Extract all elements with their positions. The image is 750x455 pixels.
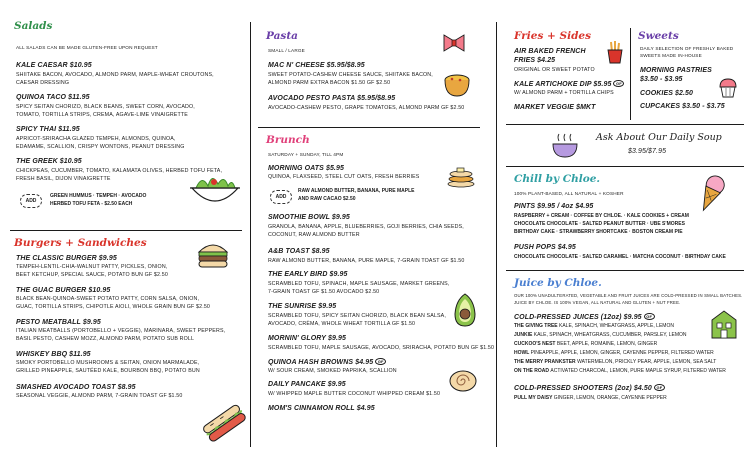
divider <box>506 124 744 125</box>
menu-item-avocado-pesto-pasta: AVOCADO PESTO PASTA $5.95/$8.95 <box>268 95 396 102</box>
item-desc: SEASONAL VEGGIE, ALMOND PARM, 7-GRAIN TOAST GF $1.50 <box>16 393 183 399</box>
menu-item-pesto-meatball: PESTO MEATBALL $9.95 <box>16 319 101 326</box>
menu-item-the-greek: THE GREEK $10.95 <box>16 158 82 165</box>
flavor-list: RASPBERRY + CREAM · COFFEE BY CHLOE. · KALE COOKIES + CREAM <box>514 213 689 219</box>
item-desc: FRESH BASIL, DIJON VINAIGRETTE <box>16 176 111 182</box>
soup-price: $3.95/$7.95 <box>628 148 667 155</box>
item-desc: SHIITAKE BACON, AVOCADO, ALMOND PARM, MAPLE-WHEAT CROUTONS, <box>16 72 214 78</box>
avocado-icon <box>452 292 478 328</box>
brunch-title: Brunch <box>266 134 310 146</box>
sweets-note: SWEETS MADE IN-HOUSE <box>640 53 702 58</box>
item-desc: EDAMAME, SCALLION, CRISPY WONTONS, PEANUT DRESSING <box>16 144 185 150</box>
add-text: RAW ALMOND BUTTER, BANANA, PURE MAPLE <box>298 188 415 194</box>
item-desc: W/ ALMOND PARM + TORTILLA CHIPS <box>514 90 614 96</box>
salad-bowl-icon <box>188 168 242 212</box>
item-desc: SWEET POTATO-CASHEW CHEESE SAUCE, SHIITAKE BACON, <box>268 72 433 78</box>
item-desc: SCRAMBLED TOFU, MAPLE SAUSAGE, AVOCADO, SRIRACHA, POTATO BUN GF $1.50 <box>268 345 495 351</box>
sweets-title: Sweets <box>638 30 679 42</box>
sandwich-icon <box>200 400 250 448</box>
column-divider <box>496 22 497 447</box>
gf-badge: GF <box>644 313 655 320</box>
item-desc: W/ WHIPPED MAPLE BUTTER COCONUT WHIPPED CREAM $1.50 <box>268 391 441 397</box>
item-desc: SCRAMBLED TOFU, SPICY SEITAN CHORIZO, BLACK BEAN SALSA, <box>268 313 446 319</box>
menu-item-morning-oats: MORNING OATS $5.95 <box>268 165 344 172</box>
menu-item-spicy-thai: SPICY THAI $11.95 <box>16 126 80 133</box>
mac-bowl-icon <box>442 70 472 100</box>
juice-note: OUR 100% UNADULTERATED, VEGETABLE AND FRUIT JUICES ARE COLD-PRESSED IN SMALL BATCHES. <box>514 293 743 298</box>
pasta-note: SMALL / LARGE <box>268 48 305 53</box>
gf-badge: GF <box>375 358 386 365</box>
menu-item-cinnamon-roll: MOM'S CINNAMON ROLL $4.95 <box>268 405 375 412</box>
pancakes-icon <box>446 160 476 190</box>
item-desc: TOMATO, TORTILLA STRIPS, CREMA, AGAVE-LIME VINAIGRETTE <box>16 112 188 118</box>
juice-row: HOWL PINEAPPLE, APPLE, LEMON, GINGER, CAYENNE PEPPER, FILTERED WATER <box>514 350 714 356</box>
menu-item-french-fries: AIR BAKED FRENCH <box>514 48 586 55</box>
item-desc: GRILLED PINEAPPLE, SAUTÉED KALE, BOURBON BBQ, POTATO BUN <box>16 368 200 374</box>
menu-item-french-fries-price: FRIES $4.25 <box>514 57 556 64</box>
item-desc: ORIGINAL OR SWEET POTATO <box>514 67 595 73</box>
column-right <box>510 0 744 455</box>
menu-item-ab-toast: A&B TOAST $8.95 <box>268 248 330 255</box>
menu-item-mornin-glory: MORNIN' GLORY $9.95 <box>268 335 346 342</box>
juice-row: ON THE ROAD ACTIVATED CHARCOAL, LEMON, PURE MAPLE SYRUP, FILTERED WATER <box>514 368 726 374</box>
pasta-title: Pasta <box>266 30 298 42</box>
menu-item-early-bird: THE EARLY BIRD $9.95 <box>268 271 348 278</box>
add-text: GREEN HUMMUS · TEMPEH · AVOCADO <box>50 193 147 199</box>
divider <box>506 166 744 167</box>
juice-row: CUCKOO'S NEST BEET, APPLE, ROMAINE, LEMON, GINGER <box>514 341 658 347</box>
add-text: HERBED TOFU FETA - $2.50 EACH <box>50 201 133 207</box>
salads-note: ALL SALADS CAN BE MADE GLUTEN-FREE UPON REQUEST <box>16 45 158 50</box>
menu-item-sunrise: THE SUNRISE $9.95 <box>268 303 337 310</box>
menu-item-morning-pastries: MORNING PASTRIES <box>640 67 712 74</box>
juice-carton-icon <box>708 308 740 340</box>
item-desc: BLACK BEAN-QUINOA-SWEET POTATO PATTY, CORN SALSA, ONION, <box>16 296 200 302</box>
menu-item-kale-caesar: KALE CAESAR $10.95 <box>16 62 92 69</box>
item-desc: CHICKPEAS, CUCUMBER, TOMATO, KALAMATA OLIVES, HERBED TOFU FETA, <box>16 168 223 174</box>
brunch-note: SATURDAY + SUNDAY, TILL 4PM <box>268 152 344 157</box>
gf-badge: GF <box>654 384 665 391</box>
item-desc: QUINOA, FLAXSEED, STEEL CUT OATS, FRESH BERRIES <box>268 174 420 180</box>
menu-item-avocado-toast: SMASHED AVOCADO TOAST $8.95 <box>16 384 136 391</box>
item-desc: AVOCADO-CASHEW PESTO, GRAPE TOMATOES, ALMOND PARM GF $2.50 <box>268 105 465 111</box>
menu-item-guac-burger: THE GUAC BURGER $10.95 <box>16 287 111 294</box>
divider <box>258 127 480 128</box>
add-badge: ADD <box>20 194 42 208</box>
burgers-title: Burgers + Sandwiches <box>14 237 147 249</box>
column-middle <box>262 0 495 455</box>
cold-pressed-shooters-title: COLD-PRESSED SHOOTERS (2oz) $4.50 GF <box>514 384 665 392</box>
add-badge: ADD <box>270 190 292 204</box>
juice-row: JUNKIE KALE, SPINACH, WHEATGRASS, CUCUMBER, PARSLEY, LEMON <box>514 332 687 338</box>
add-text: AND RAW CACAO $2.50 <box>298 196 356 202</box>
gf-badge: GF <box>613 80 624 87</box>
item-desc: SCRAMBLED TOFU, SPINACH, MAPLE SAUSAGE, MARKET GREENS, <box>268 281 450 287</box>
cinnamon-roll-icon <box>448 366 478 394</box>
item-desc: GUAC, TORTILLA STRIPS, CHIPOTLE AIOLI, WHOLE GRAIN BUN GF $2.50 <box>16 304 211 310</box>
menu-item-smoothie-bowl: SMOOTHIE BOWL $9.95 <box>268 214 350 221</box>
menu-item-cupcakes: CUPCAKES $3.50 - $3.75 <box>640 103 725 110</box>
divider <box>10 230 242 231</box>
item-desc: CAESAR DRESSING <box>16 80 70 86</box>
item-desc: SMOKY PORTOBELLO MUSHROOMS & SEITAN, ONION MARMALADE, <box>16 360 200 366</box>
menu-item-morning-pastries-price: $3.50 - $3.95 <box>640 76 683 83</box>
menu-item-daily-pancake: DAILY PANCAKE $9.95 <box>268 381 346 388</box>
menu-item-cookies: COOKIES $2.50 <box>640 90 694 97</box>
item-desc: SPICY SEITAN CHORIZO, BLACK BEANS, SWEET CORN, AVOCADO, <box>16 104 195 110</box>
cold-pressed-juices-title: COLD-PRESSED JUICES (12oz) $9.95 GF <box>514 313 655 321</box>
ice-cream-icon <box>694 172 728 216</box>
item-desc: ALMOND PARM EXTRA BACON $1.50 GF $2.50 <box>268 80 391 86</box>
pasta-icon <box>442 32 466 54</box>
burger-icon <box>196 240 230 270</box>
menu-item-pints: PINTS $9.95 / 4oz $4.95 <box>514 203 594 210</box>
chill-note: 100% PLANT-BASED, ALL NATURAL + KOSHER <box>514 191 624 196</box>
juice-title: Juice by Chloe. <box>514 277 602 289</box>
flavor-list: CHOCOLATE CHOCOLATE · SALTED CARAMEL · MATCHA COCONUT · BIRTHDAY CAKE <box>514 254 726 260</box>
menu-item-quinoa-hash-browns: QUINOA HASH BROWNS $4.95 GF <box>268 358 386 366</box>
fries-title: Fries + Sides <box>514 30 591 42</box>
item-desc: 7-GRAIN TOAST GF $1.50 AVOCADO $2.50 <box>268 289 380 295</box>
flavor-list: CHOCOLATE CHOCOLATE · SALTED PEANUT BUTTER · UBE S'MORES <box>514 221 685 227</box>
soup-title: Ask About Our Daily Soup <box>596 132 722 143</box>
chill-title: Chill by Chloe. <box>514 173 601 185</box>
item-desc: RAW ALMOND BUTTER, BANANA, PURE MAPLE, 7-GRAIN TOAST GF $1.50 <box>268 258 465 264</box>
sweets-note: DAILY SELECTION OF FRESHLY BAKED <box>640 46 734 51</box>
menu-item-classic-burger: THE CLASSIC BURGER $9.95 <box>16 255 117 262</box>
menu-item-quinoa-taco: QUINOA TACO $11.95 <box>16 94 90 101</box>
juice-row: THE GIVING TREE KALE, SPINACH, WHEATGRASS, APPLE, LEMON <box>514 323 674 329</box>
menu-item-kale-artichoke-dip: KALE ARTICHOKE DIP $5.95 GF <box>514 80 624 88</box>
item-desc: GRANOLA, BANANA, APPLE, BLUEBERRIES, GOJI BERRIES, CHIA SEEDS, <box>268 224 464 230</box>
item-desc: APRICOT-SRIRACHA GLAZED TEMPEH, ALMONDS, QUINOA, <box>16 136 176 142</box>
menu-item-whiskey-bbq: WHISKEY BBQ $11.95 <box>16 351 91 358</box>
salads-title: Salads <box>14 20 53 32</box>
juice-row: THE MERRY PRANKSTER WATERMELON, PRICKLY PEAR, APPLE, LEMON, SEA SALT <box>514 359 717 365</box>
menu-item-market-veggie: MARKET VEGGIE $MKT <box>514 104 596 111</box>
divider <box>506 270 744 271</box>
column-divider <box>250 22 251 447</box>
item-desc: TEMPEH-LENTIL-CHIA-WALNUT PATTY, PICKLES, ONION, <box>16 264 168 270</box>
fries-icon <box>605 40 625 64</box>
menu-item-push-pops: PUSH POPS $4.95 <box>514 244 576 251</box>
item-desc: W/ SOUR CREAM, SMOKED PAPRIKA, SCALLION <box>268 368 397 374</box>
column-left <box>10 0 242 455</box>
juice-row: PULL MY DAISY GINGER, LEMON, ORANGE, CAYENNE PEPPER <box>514 395 667 401</box>
divider <box>630 28 631 120</box>
item-desc: ITALIAN MEATBALLS (PORTOBELLO + VEGGIE), MARINARA, SWEET PEPPERS, <box>16 328 226 334</box>
soup-bowl-icon <box>550 131 580 159</box>
item-desc: AVOCADO, CRÈMA, WHOLE WHEAT TORTILLA GF $1.50 <box>268 321 416 327</box>
juice-note: JUICE BY CHLOE. IS 100% VEGAN, ALL NATURAL AND GLUTEN + NUT FREE. <box>514 300 681 305</box>
cupcake-icon <box>716 75 740 99</box>
item-desc: COCONUT, RAW ALMOND BUTTER <box>268 232 360 238</box>
item-desc: BASIL PESTO, CASHEW MOZZ, ALMOND PARM, POTATO SUB ROLL <box>16 336 195 342</box>
menu-item-mac-n-cheese: MAC N' CHEESE $5.95/$8.95 <box>268 62 365 69</box>
item-desc: BEET KETCHUP, SPECIAL SAUCE, POTATO BUN GF $2.50 <box>16 272 168 278</box>
flavor-list: BIRTHDAY CAKE · STRAWBERRY SHORTCAKE · BOSTON CREAM PIE <box>514 229 683 235</box>
